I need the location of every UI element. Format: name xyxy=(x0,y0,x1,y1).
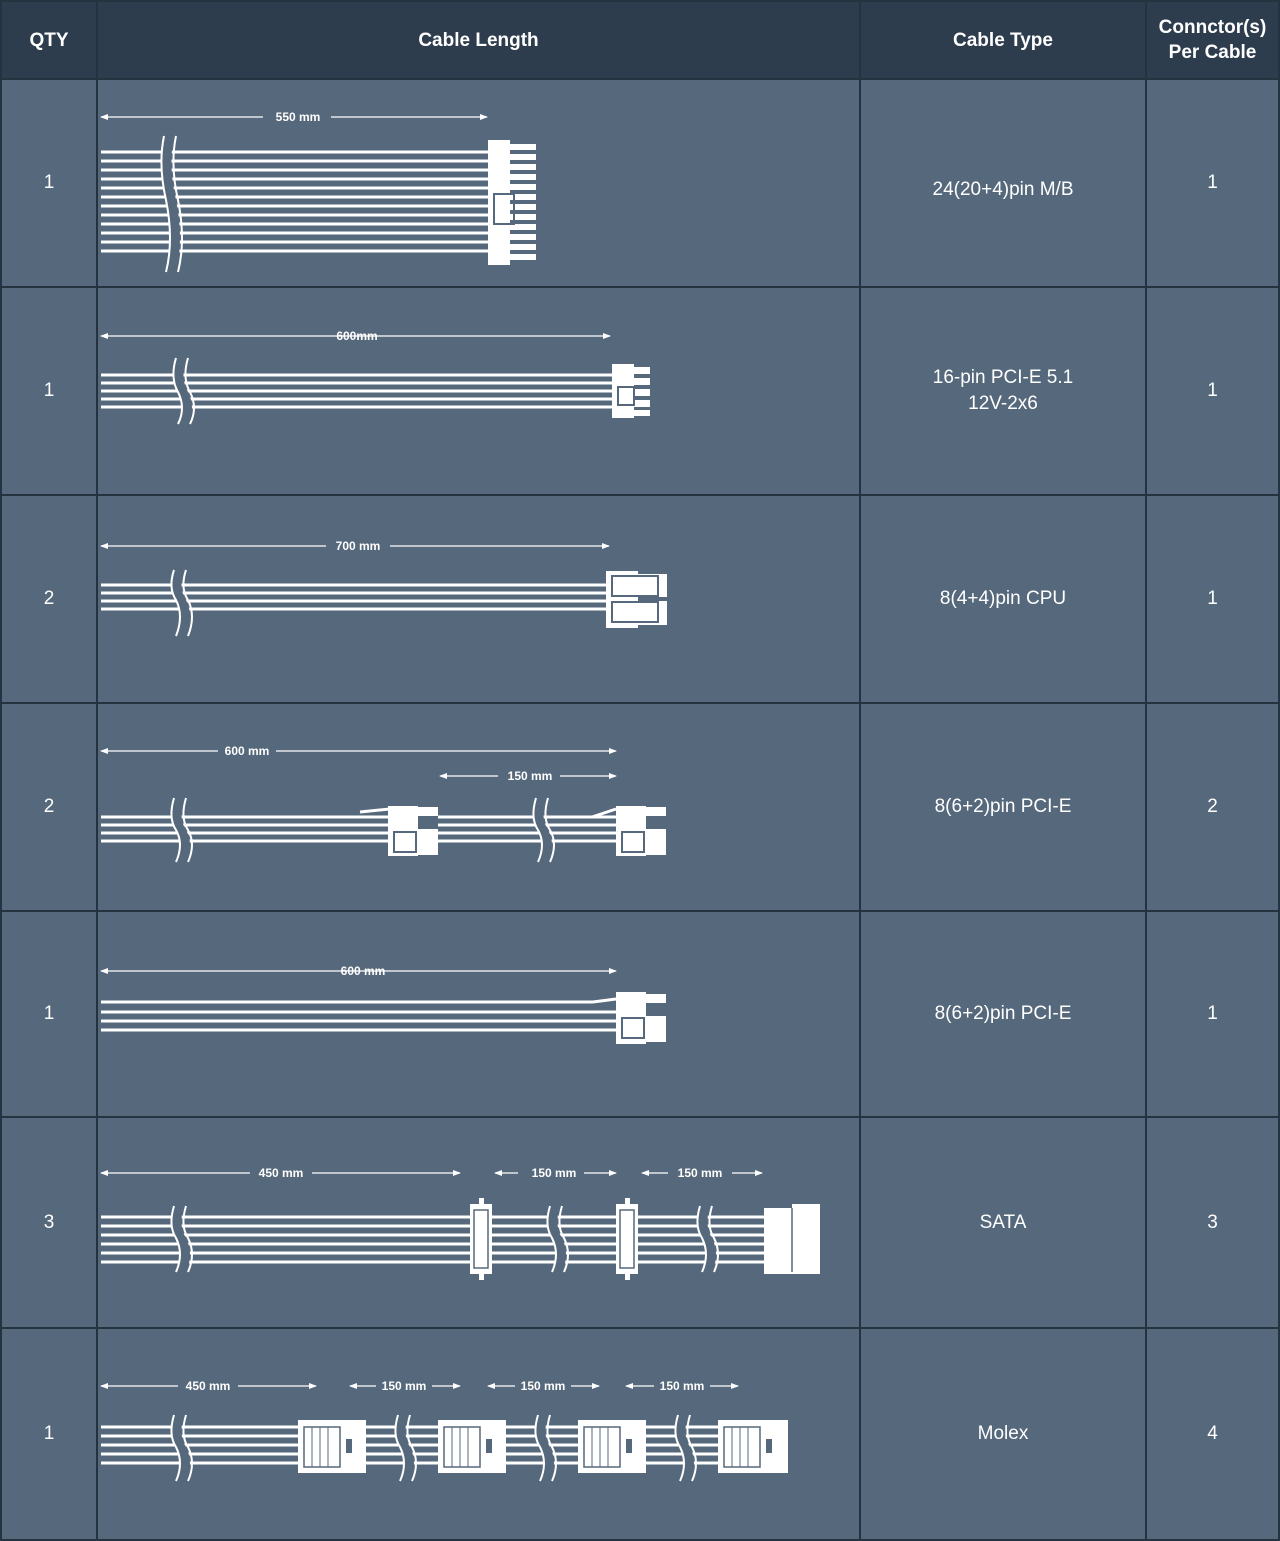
dimension-label: 600mm xyxy=(336,329,378,343)
dimension-label: 600 mm xyxy=(224,744,270,758)
cable-type-value: 8(4+4)pin CPU xyxy=(939,588,1067,609)
row-7-connectors xyxy=(1147,1329,1278,1539)
row-5-qty xyxy=(2,912,96,1116)
header-cable-type xyxy=(861,2,1145,78)
row-4-cable-diagram xyxy=(98,704,859,910)
row-5-connectors xyxy=(1147,912,1278,1116)
row-5-cable-type xyxy=(861,912,1145,1116)
row-4-connectors xyxy=(1147,704,1278,910)
qty-value: 1 xyxy=(43,1003,55,1024)
connectors-value: 2 xyxy=(1207,796,1218,817)
header-cable-type-label: Cable Type xyxy=(953,29,1053,51)
row-2-connectors xyxy=(1147,288,1278,494)
dimension-label: 150 mm xyxy=(520,1379,566,1393)
header-connectors-label: Connctor(s) Per Cable xyxy=(1158,17,1267,63)
row-1-cable-type xyxy=(861,80,1145,286)
cable-diagram-pcie-dual xyxy=(98,704,859,910)
cable-diagram-sata xyxy=(98,1118,859,1324)
row-1-cable-diagram xyxy=(98,80,859,286)
row-6-connectors xyxy=(1147,1118,1278,1327)
dimension-label: 550 mm xyxy=(275,110,321,124)
connectors-value: 4 xyxy=(1207,1423,1218,1444)
row-1-connectors xyxy=(1147,80,1278,286)
header-qty xyxy=(2,2,96,78)
row-7-cable-diagram xyxy=(98,1329,859,1539)
cable-diagram-molex xyxy=(98,1329,859,1535)
connectors-value: 1 xyxy=(1207,1003,1218,1024)
header-qty-label: QTY xyxy=(29,29,69,51)
row-5-cable-diagram xyxy=(98,912,859,1116)
cable-type-value: SATA xyxy=(979,1211,1027,1233)
row-1-qty xyxy=(2,80,96,286)
dimension-label: 150 mm xyxy=(531,1166,577,1180)
cable-type-value: 8(6+2)pin PCI-E xyxy=(934,1003,1072,1024)
qty-value: 3 xyxy=(43,1211,55,1233)
row-6-cable-diagram xyxy=(98,1118,859,1327)
dimension-label: 150 mm xyxy=(507,769,553,783)
qty-value: 2 xyxy=(43,796,55,817)
dimension-label: 450 mm xyxy=(258,1166,304,1180)
row-4-cable-type xyxy=(861,704,1145,910)
dimension-label: 700 mm xyxy=(335,539,381,553)
row-3-connectors xyxy=(1147,496,1278,702)
connectors-value: 3 xyxy=(1207,1211,1218,1233)
cable-diagram-24pin xyxy=(98,80,859,286)
connectors-value: 1 xyxy=(1207,172,1218,193)
cable-type-value: 24(20+4)pin M/B xyxy=(932,179,1074,200)
row-3-cable-diagram xyxy=(98,496,859,702)
qty-value: 2 xyxy=(43,588,55,609)
qty-value: 1 xyxy=(43,380,55,401)
row-6-cable-type xyxy=(861,1118,1145,1327)
dimension-label: 150 mm xyxy=(677,1166,723,1180)
row-4-qty xyxy=(2,704,96,910)
row-2-cable-diagram xyxy=(98,288,859,494)
cable-diagram-pcie-single xyxy=(98,912,859,1118)
row-7-cable-type xyxy=(861,1329,1145,1539)
header-connectors xyxy=(1147,2,1278,78)
cable-type-value: Molex xyxy=(977,1423,1029,1444)
qty-value: 1 xyxy=(43,1423,55,1444)
row-2-cable-type xyxy=(861,288,1145,494)
dimension-label: 600 mm xyxy=(340,964,386,978)
header-cable-length-label: Cable Length xyxy=(418,29,539,51)
dimension-label: 150 mm xyxy=(381,1379,427,1393)
connectors-value: 1 xyxy=(1207,588,1218,609)
cable-type-value: 8(6+2)pin PCI-E xyxy=(934,796,1072,817)
row-6-qty xyxy=(2,1118,96,1327)
cable-diagram-cpu xyxy=(98,496,859,702)
row-2-qty xyxy=(2,288,96,494)
qty-value: 1 xyxy=(43,172,55,193)
cable-type-value: 16-pin PCI-E 5.1 12V-2x6 xyxy=(932,367,1074,414)
connectors-value: 1 xyxy=(1207,380,1218,401)
header-cable-length xyxy=(98,2,859,78)
cable-diagram-16pin xyxy=(98,288,859,494)
dimension-label: 150 mm xyxy=(659,1379,705,1393)
row-7-qty xyxy=(2,1329,96,1539)
row-3-qty xyxy=(2,496,96,702)
row-3-cable-type xyxy=(861,496,1145,702)
dimension-label: 450 mm xyxy=(185,1379,231,1393)
